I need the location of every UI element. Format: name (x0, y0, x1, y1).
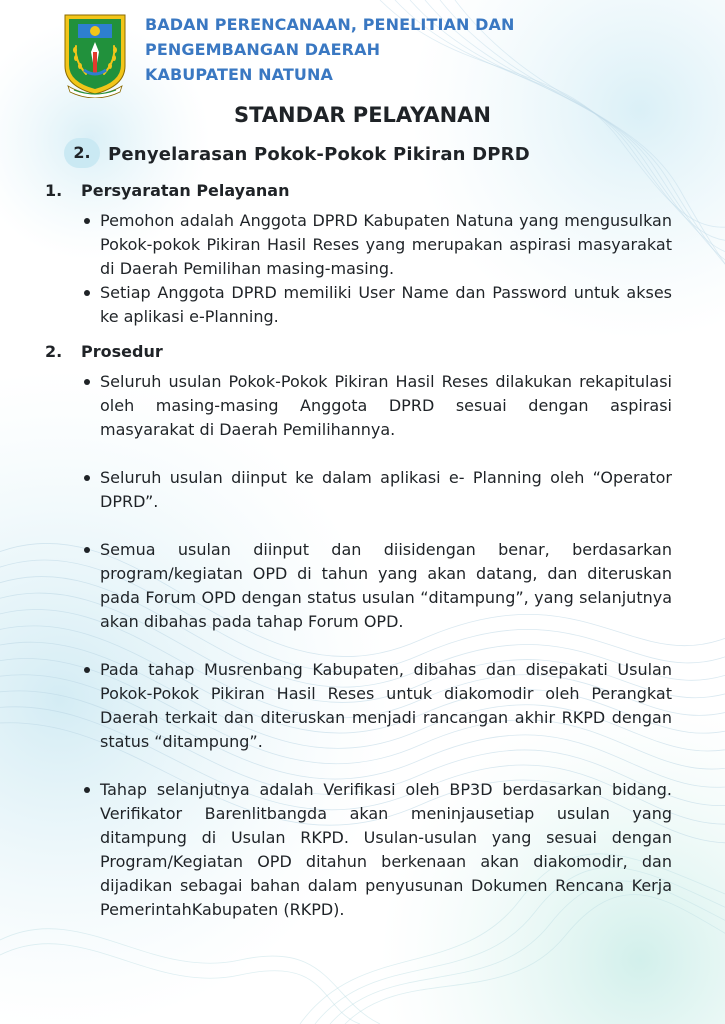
list-item: Semua usulan diinput dan diisidengan benar, berdasarkan program/kegiatan OPD di tahun yang akan datang, dan diteruskan pada Forum OPD dengan status usulan “ditampung”, yang selanjutnya akan dibahas pada tahap Forum OPD. (82, 538, 672, 634)
list-item: Seluruh usulan diinput ke dalam aplikasi e- Planning oleh “Operator DPRD”. (82, 466, 672, 514)
list-item: Pemohon adalah Anggota DPRD Kabupaten Natuna yang mengusulkan Pokok-pokok Pikiran Hasil Reses yang merupakan aspirasi masyarakat di Daerah Pemilihan masing-masing. (82, 209, 672, 281)
organization-line: BADAN PERENCANAAN, PENELITIAN DAN (145, 15, 515, 34)
section-title: Persyaratan Pelayanan (81, 181, 290, 200)
service-title: Penyelarasan Pokok-Pokok Pikiran DPRD (108, 144, 530, 165)
service-heading (64, 138, 664, 172)
document-title: STANDAR PELAYANAN (233, 103, 492, 127)
service-number-badge: 2. (64, 138, 100, 168)
section-title: Prosedur (81, 342, 163, 361)
list-item: Pada tahap Musrenbang Kabupaten, dibahas dan disepakati Usulan Pokok-Pokok Pikiran Hasil Reses untuk diakomodir oleh Perangkat Daerah terkait dan diteruskan menjadi rancangan akhir RKPD dengan status “ditampung”. (82, 658, 672, 754)
organization-line: KABUPATEN NATUNA (145, 65, 333, 84)
organization-line: PENGEMBANGAN DAERAH (145, 40, 381, 59)
list-item: Tahap selanjutnya adalah Verifikasi oleh BP3D berdasarkan bidang. Verifikator Barenlitbangda akan meninjausetiap usulan yang ditampung di Usulan RKPD. Usulan-usulan yang sesuai dengan Program/Kegiatan OPD ditahun berkenaan akan diakomodir, dan dijadikan sebagai bahan dalam penyusunan Dokumen Rencana Kerja PemerintahKabupaten (RKPD). (82, 778, 672, 922)
list-item: Seluruh usulan Pokok-Pokok Pikiran Hasil Reses dilakukan rekapitulasi oleh masing-masing Anggota DPRD sesuai dengan aspirasi masyarakat di Daerah Pemilihannya. (82, 370, 672, 442)
organization-name (145, 12, 515, 87)
section-number: 1. (45, 181, 63, 200)
procedure-list (82, 370, 672, 922)
requirements-list (82, 209, 672, 329)
header (62, 12, 702, 98)
natuna-regency-crest-icon (62, 12, 128, 98)
section-number: 2. (45, 342, 63, 361)
list-item: Setiap Anggota DPRD memiliki User Name dan Password untuk akses ke aplikasi e-Planning. (82, 281, 672, 329)
